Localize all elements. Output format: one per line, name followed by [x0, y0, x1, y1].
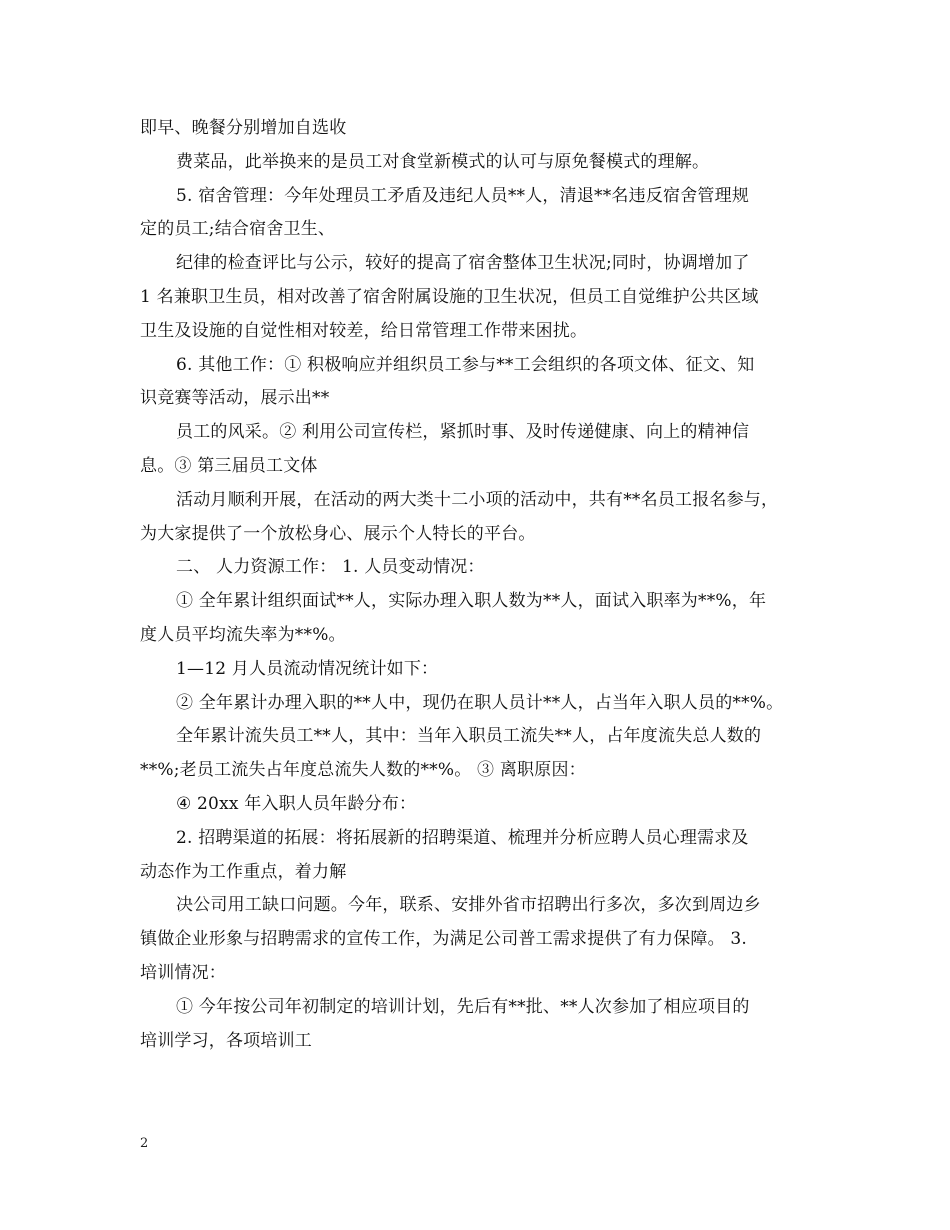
text-line: 2. 招聘渠道的拓展：将拓展新的招聘渠道、梳理并分析应聘人员心理需求及 [176, 827, 749, 848]
text-line: 纪律的检查评比与公示，较好的提高了宿舍整体卫生状况;同时，协调增加了 [176, 253, 750, 274]
text-line: 6. 其他工作：① 积极响应并组织员工参与**工会组织的各项文体、征文、知 [176, 354, 755, 375]
text-line: 卫生及设施的自觉性相对较差，给日常管理工作带来困扰。 [140, 320, 588, 341]
text-line: **%;老员工流失占年度总流失人数的**%。 ③ 离职原因： [140, 760, 586, 781]
text-line: ① 今年按公司年初制定的培训计划，先后有**批、**人次参加了相应项目的 [176, 996, 750, 1017]
text-line: 动态作为工作重点，着力解 [140, 861, 347, 882]
text-line: 培训学习，各项培训工 [140, 1030, 312, 1051]
text-line: 费菜品，此举换来的是员工对食堂新模式的认可与原免餐模式的理解。 [176, 151, 710, 172]
text-line: 即早、晚餐分别增加自选收 [140, 118, 347, 138]
text-line: 培训情况： [140, 962, 226, 983]
text-line: 员工的风采。② 利用公司宣传栏，紧抓时事、及时传递健康、向上的精神信 [176, 422, 750, 443]
text-line: 1—12 月人员流动情况统计如下： [176, 658, 439, 679]
document-body [140, 112, 816, 1058]
text-line: 全年累计流失员工**人，其中：当年入职员工流失**人，占年度流失总人数的 [176, 726, 762, 747]
text-line: 识竞赛等活动，展示出** [140, 388, 330, 409]
text-line: 镇做企业形象与招聘需求的宣传工作，为满足公司普工需求提供了有力保障。 3. [140, 929, 748, 950]
text-line: ② 全年累计办理入职的**人中，现仍在职人员计**人，占当年入职人员的**%。 [176, 692, 784, 713]
text-line: 定的员工;结合宿舍卫生、 [140, 219, 336, 240]
text-line: 二、 人力资源工作： 1. 人员变动情况： [176, 557, 485, 578]
page-number: 2 [140, 1136, 149, 1151]
text-line: 息。③ 第三届员工文体 [140, 455, 318, 476]
text-line: 决公司用工缺口问题。今年，联系、安排外省市招聘出行多次，多次到周边乡 [176, 895, 761, 916]
text-line: ④ 20xx 年入职人员年龄分布： [176, 793, 417, 814]
text-line: ① 全年累计组织面试**人，实际办理入职人数为**人，面试入职率为**%，年 [176, 591, 767, 612]
text-line: 度人员平均流失率为**%。 [140, 624, 346, 645]
text-line: 1 名兼职卫生员，相对改善了宿舍附属设施的卫生状况，但员工自觉维护公共区域 [140, 286, 759, 307]
text-line: 为大家提供了一个放松身心、展示个人特长的平台。 [140, 523, 536, 544]
text-line: 5. 宿舍管理：今年处理员工矛盾及违纪人员**人，清退**名违反宿舍管理规 [176, 185, 750, 206]
text-line: 活动月顺利开展，在活动的两大类十二小项的活动中，共有**名员工报名参与， [176, 489, 779, 510]
